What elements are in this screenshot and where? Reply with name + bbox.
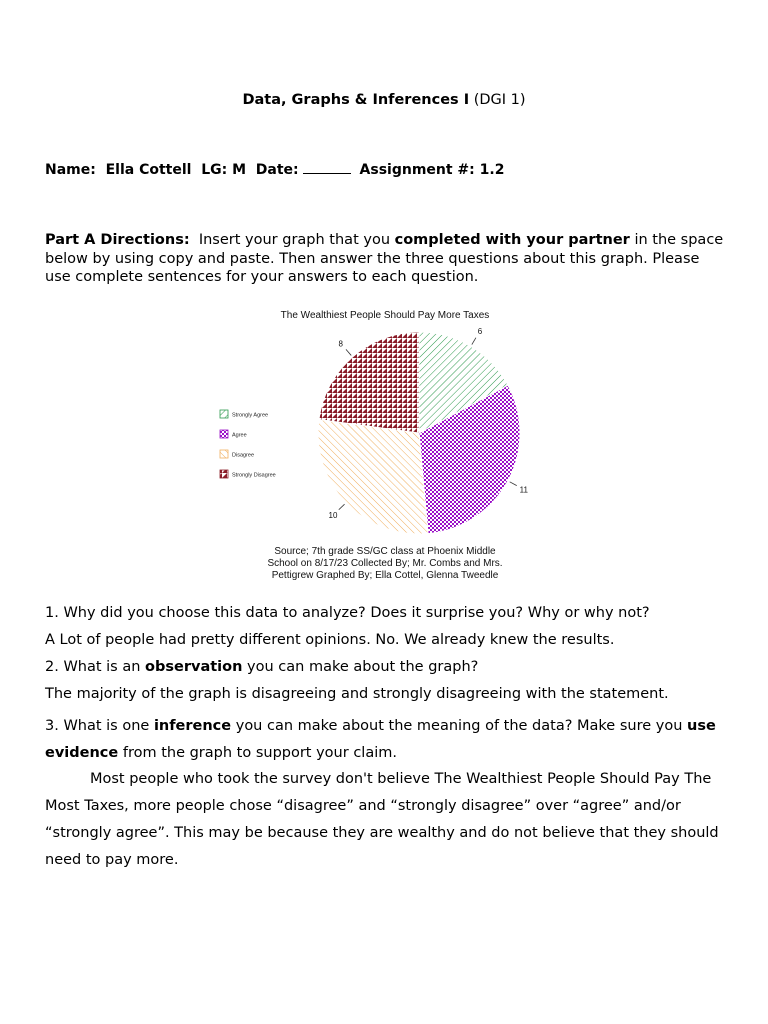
directions-text-2: in the space below by using copy and paste. Then answer the three questions about this graph. Please use complete sentences for your answers to each question.: [45, 232, 724, 285]
q3-text-pre: 3. What is one: [45, 718, 150, 734]
name-label: Name:: [45, 162, 96, 178]
q2-text-pre: 2. What is an: [45, 659, 141, 675]
assignment-label: Assignment #:: [359, 162, 475, 178]
slice-leader-line: [339, 504, 345, 510]
chart-legend: [220, 410, 276, 479]
legend-label: Strongly Agree: [232, 412, 269, 419]
slice-value-label: 11: [519, 485, 528, 495]
document-title: [0, 92, 768, 108]
pie-slices: [318, 332, 520, 534]
student-info-line: [45, 161, 504, 178]
slice-value-label: 8: [338, 339, 343, 349]
date-blank: [303, 161, 351, 174]
source-line-2: School on 8/17/23 Collected By; Mr. Combs and Mrs.: [267, 558, 503, 569]
question-3: [45, 713, 735, 767]
answer-3: Most people who took the survey don't believe The Wealthiest People Should Pay The Most Taxes, more people chose “disagree” and “strongly disagree” over “agree” and/or “strongly agree”. This may be because they are wealthy and do not believe that they should need to pay more.: [45, 771, 719, 868]
slice-value-label: 6: [477, 326, 483, 336]
lg-value: M: [232, 162, 247, 178]
source-line-3: Pettigrew Graphed By; Ella Cottel, Glenna Tweedle: [271, 570, 499, 581]
answer-2: The majority of the graph is disagreeing and strongly disagreeing with the statement.: [45, 686, 669, 702]
legend-swatch: [220, 470, 228, 478]
legend-label: Strongly Disagree: [232, 472, 276, 479]
title-main: Data, Graphs & Inferences I: [242, 92, 470, 108]
q3-bold: inference: [153, 718, 232, 734]
part-a-directions: [45, 231, 725, 287]
slice-value-label: 10: [328, 511, 338, 521]
legend-label: Agree: [232, 432, 247, 439]
q2-text-post: you can make about the graph?: [247, 659, 479, 675]
question-1: 1. Why did you choose this data to analyze? Does it surprise you? Why or why not?: [45, 605, 650, 621]
q3-text-post-2: from the graph to support your claim.: [122, 745, 397, 761]
slice-leader-line: [346, 349, 351, 355]
legend-label: Disagree: [232, 452, 255, 459]
date-label: Date:: [255, 162, 299, 178]
q3-bold-2: use evidence: [45, 718, 716, 761]
source-line-1: Source; 7th grade SS/GC class at Phoenix Middle: [274, 546, 496, 557]
answer-1: A Lot of people had pretty different opinions. No. We already knew the results.: [45, 632, 615, 648]
title-code: (DGI 1): [473, 92, 526, 108]
assignment-number: 1.2: [479, 162, 505, 178]
slice-leader-line: [472, 338, 476, 345]
directions-text-1: Insert your graph that you: [198, 232, 391, 248]
legend-swatch: [220, 410, 228, 418]
pie-chart: [212, 303, 532, 581]
student-name: Ella Cottell: [105, 162, 192, 178]
question-2: [45, 659, 735, 675]
legend-swatch: [220, 430, 228, 438]
slice-leader-line: [510, 482, 517, 486]
q2-bold: observation: [145, 659, 243, 675]
lg-label: LG:: [201, 162, 228, 178]
legend-swatch: [220, 450, 228, 458]
directions-label: Part A Directions:: [45, 232, 190, 248]
pie-slice-strongly-disagree: [319, 332, 419, 433]
pie-chart-figure: [212, 303, 532, 581]
chart-title: The Wealthiest People Should Pay More Taxes: [280, 310, 490, 321]
directions-bold: completed with your partner: [394, 232, 630, 248]
q3-text-post: you can make about the meaning of the data? Make sure you: [235, 718, 683, 734]
